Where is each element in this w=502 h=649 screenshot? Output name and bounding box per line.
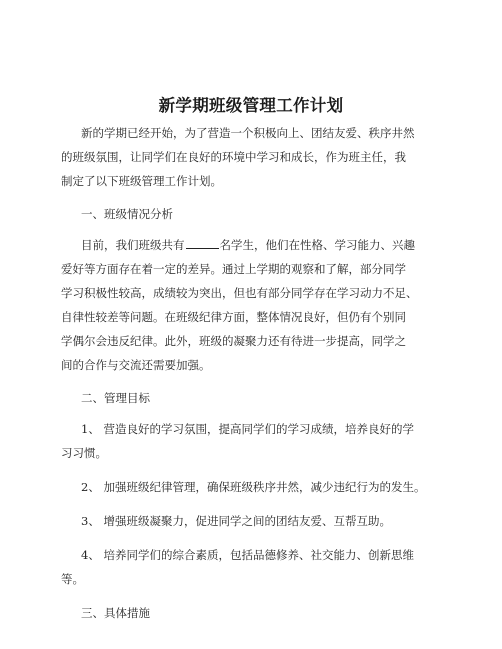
intro-line-2: 的班级氛围，让同学们在良好的环境中学习和成长，作为班主任，我 — [61, 150, 406, 164]
goal-item-4-line-2: 等。 — [61, 572, 84, 586]
section-heading-goals: 二、管理目标 — [81, 391, 150, 405]
goal-item-1-line-2: 习习惯。 — [61, 446, 107, 460]
section-heading-analysis: 一、班级情况分析 — [81, 207, 173, 221]
analysis-line-3: 学习积极性较高，成绩较为突出，但也有部分同学存在学习动力不足、 — [61, 286, 418, 300]
analysis-line-1-before: 目前，我们班级共有 — [81, 238, 185, 252]
analysis-line-2: 爱好等方面存在着一定的差异。通过上学期的观察和了解，部分同学 — [61, 262, 406, 276]
analysis-line-4: 自律性较差等问题。在班级纪律方面，整体情况良好，但仍有个别同 — [61, 310, 406, 324]
analysis-line-1-after: 名学生，他们在性格、学习能力、兴趣 — [219, 238, 415, 252]
student-count-blank — [186, 238, 219, 249]
analysis-line-5: 学偶尔会违反纪律。此外，班级的凝聚力还有待进一步提高，同学之 — [61, 334, 406, 348]
analysis-line-1 — [81, 237, 415, 253]
goal-item-1-line-1: 1、 营造良好的学习氛围，提高同学们的学习成绩，培养良好的学 — [81, 422, 414, 436]
intro-line-3: 制定了以下班级管理工作计划。 — [61, 174, 222, 188]
document-title: 新学期班级管理工作计划 — [158, 96, 344, 115]
goal-item-4-line-1: 4、 培养同学们的综合素质，包括品德修养、社交能力、创新思维 — [81, 548, 414, 562]
goal-item-3-line-1: 3、 增强班级凝聚力，促进同学之间的团结友爱、互帮互助。 — [81, 514, 391, 528]
analysis-line-6: 间的合作与交流还需要加强。 — [61, 358, 211, 372]
intro-line-1: 新的学期已经开始，为了营造一个积极向上、团结友爱、秩序井然 — [81, 126, 415, 140]
section-heading-measures: 三、具体措施 — [81, 606, 150, 620]
goal-item-2-line-1: 2、 加强班级纪律管理，确保班级秩序井然，减少违纪行为的发生。 — [81, 480, 426, 494]
